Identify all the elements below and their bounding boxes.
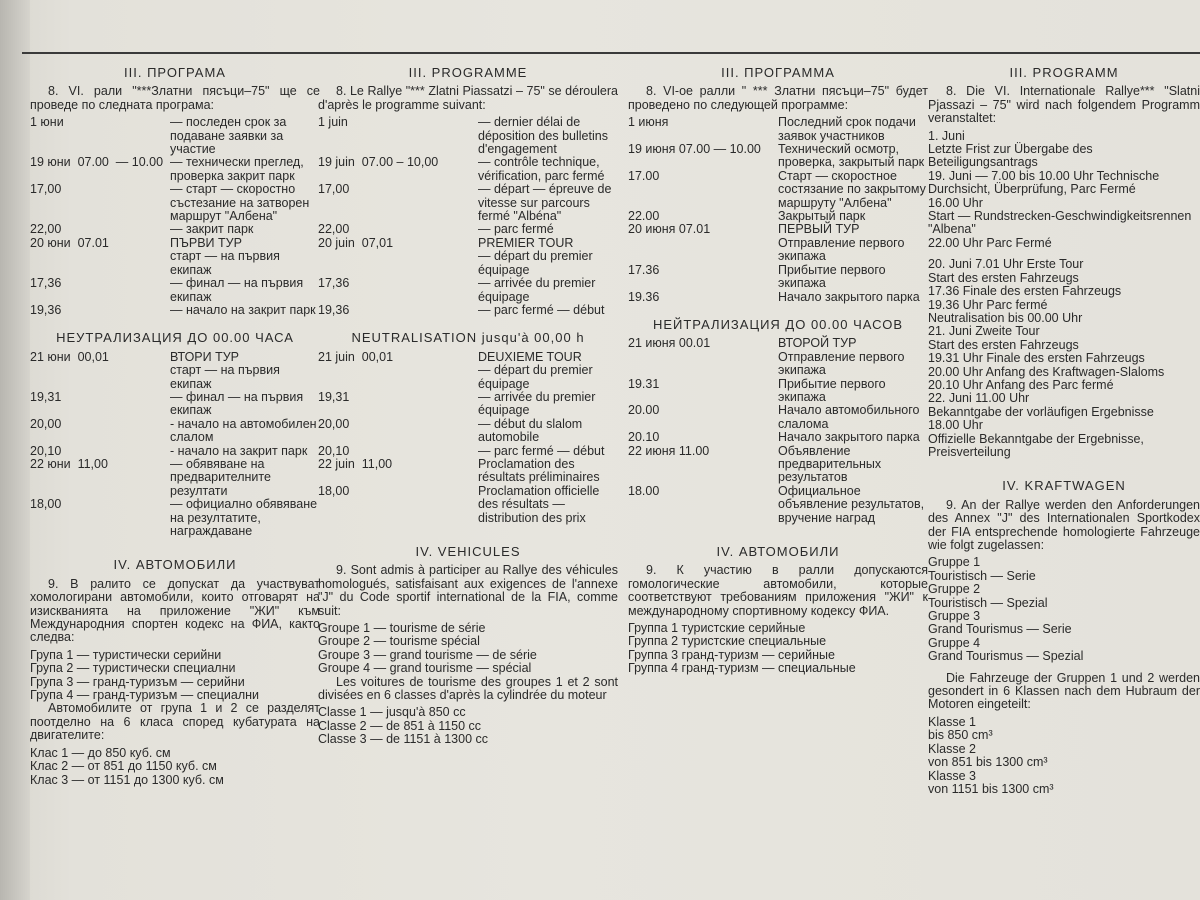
schedule-event: — официално обявяване на резултатите, награждаване: [170, 497, 318, 538]
classes-list: [928, 716, 1200, 796]
group-item: Группа 2 туристские специальные: [628, 634, 827, 649]
class-item: Classe 2 — de 851 à 1150 cc: [318, 718, 482, 733]
schedule-line: 20.10 Uhr Anfang des Parc fermé: [928, 377, 1114, 392]
schedule-time: 20 июня 07.01: [628, 222, 711, 237]
schedule-line: Offizielle Bekanntgabe der Ergebnisse, Preisverteilung: [928, 431, 1144, 459]
group-item: Группа 1 туристские серийные: [628, 621, 806, 636]
class-item: Classe 3 — de 1151 à 1300 cc: [318, 732, 489, 747]
section-heading-vehicles: IV. АВТОМОБИЛИ: [113, 557, 237, 573]
group-item: Група 3 — гранд-туризъм — серийни: [30, 674, 245, 689]
schedule-event: — parc fermé — début: [478, 443, 605, 458]
schedule-event: Начало закрытого парка: [778, 289, 920, 304]
groups-list: [928, 556, 1200, 663]
schedule-time: 17.36: [628, 262, 660, 277]
schedule-event: Объявление предварительных результатов: [778, 443, 882, 485]
schedule-line: 17.36 Finale des ersten Fahrzeugs: [928, 284, 1122, 299]
schedule-event: — обявяване на предварителните резултати: [170, 456, 271, 498]
schedule-row: [628, 378, 928, 405]
schedule-time: [30, 250, 170, 277]
schedule-event: Отправление первого экипажа: [778, 349, 905, 378]
schedule-row: [318, 183, 618, 223]
schedule-time: [318, 364, 478, 391]
schedule-event: Прибытие первого экипажа: [778, 262, 886, 291]
page-gutter: [0, 0, 30, 900]
schedule-row: [30, 223, 320, 236]
schedule-row: [30, 391, 320, 418]
schedule-row: [318, 418, 618, 445]
groups-list: [30, 649, 320, 703]
group-item: Touristisch — Spezial: [928, 595, 1048, 610]
group-item: Groupe 3 — grand tourisme — de série: [318, 647, 537, 662]
schedule-event: ВТОРОЙ ТУР: [778, 336, 857, 351]
schedule-time: 21 juin 00,01: [318, 349, 394, 364]
schedule-event: Старт — скоростное состязание по закрытому маршруту "Албена": [778, 168, 926, 210]
classes-paragraph: Les voitures de tourisme des groupes 1 et 2 sont divisées en 6 classes d'après la cylindrée du moteur: [318, 674, 618, 703]
section-heading: III. PROGRAMME: [408, 65, 528, 80]
schedule-time: 22 юни 11,00: [30, 456, 108, 471]
schedule-event: — dernier délai de déposition des bulletins d'engagement: [478, 115, 608, 157]
schedule-time: 22 juin 11,00: [318, 456, 393, 471]
section-heading: III. ПРОГРАММА: [721, 65, 835, 80]
schedule-time: 19.31: [628, 376, 660, 391]
schedule-event: — технически преглед, проверка закрит парк: [170, 155, 304, 183]
schedule-row: [628, 170, 928, 210]
class-item: bis 850 cm³: [928, 728, 993, 743]
group-item: Gruppe 1: [928, 555, 981, 570]
schedule-event: Официальное объявление результатов, вручение наград: [778, 483, 925, 525]
schedule-row: [628, 291, 928, 304]
schedule-event: - начало на автомобилен слалом: [170, 416, 317, 445]
section-heading-vehicles: IV. VEHICULES: [415, 544, 521, 559]
schedule-event: Технический осмотр, проверка, закрытый парк: [778, 142, 925, 170]
schedule-list-2: [318, 351, 618, 525]
schedule-row: [318, 277, 618, 304]
schedule-row: [628, 485, 928, 525]
group-item: Gruppe 4: [928, 635, 981, 650]
schedule-row: [318, 223, 618, 236]
schedule-event: — старт — скоростно състезание на затворен маршрут "Албена": [170, 182, 310, 224]
group-item: Groupe 4 — grand tourisme — spécial: [318, 661, 532, 676]
schedule-event: Закрытый парк: [778, 209, 866, 224]
classes-list: [30, 747, 320, 787]
schedule-list-2: [628, 337, 928, 525]
schedule-row: [30, 116, 320, 156]
group-item: Grand Tourismus — Spezial: [928, 649, 1084, 664]
schedule-row: [318, 250, 618, 277]
schedule-event: — parc fermé: [478, 222, 554, 237]
groups-list: [318, 622, 618, 676]
schedule-row: [30, 458, 320, 498]
schedule-row: [628, 337, 928, 350]
schedule-line: 22. Juni 11.00 Uhr: [928, 391, 1030, 406]
schedule-time: 19.36: [628, 289, 660, 304]
schedule-line: 21. Juni Zweite Tour: [928, 324, 1040, 339]
group-item: Grand Tourismus — Serie: [928, 622, 1072, 637]
neutralisation-heading: НЕУТРАЛИЗАЦИЯ ДО 00.00 ЧАСА: [56, 330, 294, 346]
schedule-time: 18,00: [30, 497, 62, 512]
schedule-time: 20 juin 07,01: [318, 235, 394, 250]
schedule-line: Letzte Frist zur Übergabe des Beteiligungsantrags: [928, 142, 1093, 170]
group-item: Gruppe 3: [928, 609, 981, 624]
schedule-list: [30, 116, 320, 317]
schedule-time: 17,36: [318, 276, 350, 291]
top-rule: [22, 52, 1200, 54]
schedule-event: — начало на закрит парк: [170, 302, 316, 317]
schedule-row: [30, 498, 320, 538]
schedule-time: 20,10: [318, 443, 350, 458]
schedule-line: Bekanntgabe der vorläufigen Ergebnisse: [928, 404, 1154, 419]
schedule-event: — финал — на първия екипаж: [170, 276, 304, 304]
schedule-event: — départ du premier équipage: [478, 363, 593, 391]
schedule-event: — contrôle technique, vérification, parc fermé: [478, 155, 605, 183]
schedule-row: [318, 458, 618, 485]
schedule-line: Start des ersten Fahrzeugs: [928, 337, 1079, 352]
section-heading-vehicles: IV. KRAFTWAGEN: [1002, 478, 1126, 494]
schedule-time: 19,36: [30, 302, 62, 317]
intro-paragraph: 8. VI-ое ралли " *** Златни пясъци–75" будет проведено по следующей программе:: [628, 84, 928, 112]
schedule-row: [628, 351, 928, 378]
schedule-time: 20,00: [30, 416, 62, 431]
groups-list: [628, 622, 928, 676]
schedule-row: [628, 431, 928, 444]
schedule-time: 18,00: [318, 483, 350, 498]
schedule-row: [628, 237, 928, 264]
schedule-time: [628, 351, 778, 378]
schedule-row: [318, 485, 618, 525]
schedule-time: 22.00: [628, 209, 660, 224]
schedule-time: 22,00: [30, 222, 62, 237]
section-heading-vehicles: IV. АВТОМОБИЛИ: [716, 544, 840, 559]
classes-paragraph: Die Fahrzeuge der Gruppen 1 und 2 werden gesondert in 6 Klassen nach dem Hubraum der Motoren eingeteilt:: [928, 670, 1200, 712]
schedule-line: 18.00 Uhr: [928, 418, 983, 433]
section-heading: III. ПРОГРАМА: [124, 65, 226, 80]
schedule-time: 18.00: [628, 483, 660, 498]
schedule-row: [318, 364, 618, 391]
schedule-row: [318, 351, 618, 364]
schedule-row: [318, 391, 618, 418]
schedule-event: — финал — на първия екипаж: [170, 389, 304, 418]
schedule-event: ВТОРИ ТУР: [170, 349, 240, 364]
schedule-time: 19 juin 07.00 – 10,00: [318, 155, 439, 170]
schedule-time: 20.00: [628, 403, 660, 418]
schedule-event: — последен срок за подаване заявки за участие: [170, 115, 287, 157]
schedule-list: [318, 116, 618, 317]
schedule-event: ПЕРВЫЙ ТУР: [778, 222, 860, 237]
schedule-line: 20.00 Uhr Anfang des Kraftwagen-Slaloms: [928, 364, 1165, 379]
schedule-event: — début du slalom automobile: [478, 416, 583, 445]
class-item: Клас 1 — до 850 куб. см: [30, 745, 171, 760]
intro-paragraph: 8. Le Rallye "*** Zlatni Piassatzi – 75" se déroulera d'après le programme suivant:: [318, 84, 618, 112]
intro-paragraph: 8. Die VI. Internationale Rallye*** "Slatni Pjassazi – 75" wird nach folgendem Programm veranstaltet:: [928, 84, 1200, 126]
neutralisation-heading: NEUTRALISATION jusqu'à 00,00 h: [351, 330, 585, 346]
schedule-line: 1. Juni: [928, 128, 965, 143]
schedule-row: [30, 304, 320, 317]
schedule-row: [30, 237, 320, 250]
schedule-time: 21 юни 00,01: [30, 349, 109, 364]
schedule-time: 20.10: [628, 430, 660, 445]
schedule-line: 19.36 Uhr Parc fermé: [928, 297, 1048, 312]
vehicles-paragraph: 9. К участию в ралли допускаются гомологические автомобили, которые соответствуют требованиям приложения "ЖИ" к международному спортивному кодексу ФИА.: [628, 563, 928, 618]
schedule-event: старт — на първия екипаж: [170, 363, 280, 391]
classes-paragraph: Автомобилите от група 1 и 2 се разделят поотделно на 6 класа според кубатурата на двигателите:: [30, 701, 320, 743]
group-item: Groupe 2 — tourisme spécial: [318, 634, 480, 649]
schedule-line: 16.00 Uhr: [928, 195, 983, 210]
schedule-time: 17,36: [30, 276, 62, 291]
schedule-time: 20 юни 07.01: [30, 235, 109, 250]
schedule-row: [318, 116, 618, 156]
section-heading: III. PROGRAMM: [1009, 65, 1119, 80]
schedule-event: — parc fermé — début: [478, 302, 605, 317]
schedule-row: [318, 156, 618, 183]
schedule-time: [628, 237, 778, 264]
schedule-event: Начало закрытого парка: [778, 430, 920, 445]
schedule-time: 1 июня: [628, 115, 669, 130]
schedule-row: [30, 445, 320, 458]
schedule-event: старт — на първия екипаж: [170, 249, 280, 277]
column-french: [318, 60, 618, 747]
column-bulgarian: [30, 60, 320, 787]
schedule-line: 20. Juni 7.01 Uhr Erste Tour: [928, 257, 1084, 272]
column-russian: [628, 60, 928, 676]
schedule-line: Neutralisation bis 00.00 Uhr: [928, 310, 1083, 325]
schedule-line: 19. Juni — 7.00 bis 10.00 Uhr Technische Durchsicht, Überprüfung, Parc Fermé: [928, 168, 1160, 197]
schedule-time: 20,00: [318, 416, 350, 431]
schedule-time: [318, 250, 478, 277]
schedule-time: 19,31: [318, 389, 350, 404]
schedule-row: [30, 277, 320, 304]
group-item: Groupe 1 — tourisme de série: [318, 621, 486, 636]
schedule-line: 22.00 Uhr Parc Fermé: [928, 235, 1052, 250]
class-item: Klasse 1: [928, 714, 976, 729]
class-item: von 851 bis 1300 cm³: [928, 755, 1048, 770]
class-item: Classe 1 — jusqu'à 850 cc: [318, 705, 466, 720]
schedule-line: Start — Rundstrecken-Geschwindigkeitsrennen "Albena": [928, 209, 1192, 237]
schedule-event: Proclamation des résultats préliminaires: [478, 456, 600, 485]
schedule-row: [318, 445, 618, 458]
group-item: Група 2 — туристически специални: [30, 661, 236, 676]
group-item: Группа 4 гранд-туризм — специальные: [628, 661, 856, 676]
schedule-row: [30, 364, 320, 391]
class-item: Klasse 2: [928, 741, 976, 756]
schedule-time: 20,10: [30, 443, 62, 458]
schedule-time: 19 июня 07.00 — 10.00: [628, 142, 761, 157]
class-item: Клас 3 — от 1151 до 1300 куб. см: [30, 772, 224, 787]
group-item: Група 1 — туристически серийни: [30, 647, 222, 662]
schedule-line: Start des ersten Fahrzeugs: [928, 270, 1079, 285]
intro-paragraph: 8. VI. рали "***Златни пясъци–75" ще се проведе по следната програма:: [30, 84, 320, 112]
schedule-time: 19,31: [30, 389, 62, 404]
group-item: Touristisch — Serie: [928, 568, 1036, 583]
schedule-list: [928, 130, 1200, 460]
schedule-time: 19 юни 07.00 — 10.00: [30, 155, 164, 170]
schedule-time: 21 июня 00.01: [628, 336, 711, 351]
group-item: Gruppe 2: [928, 582, 981, 597]
group-item: Група 4 — гранд-туризъм — специални: [30, 688, 260, 703]
schedule-row: [628, 404, 928, 431]
schedule-time: 22 июня 11.00: [628, 443, 710, 458]
neutralisation-heading: НЕЙТРАЛИЗАЦИЯ ДО 00.00 ЧАСОВ: [652, 316, 904, 332]
vehicles-paragraph: 9. В ралито се допускат да участвуват хомологирани автомобили, които отговарят на изискванията на приложение "ЖИ" към Международния спортен кодекс на ФИА, както следва:: [30, 576, 320, 645]
schedule-event: — arrivée du premier équipage: [478, 389, 596, 418]
schedule-row: [628, 116, 928, 143]
class-item: Клас 2 — от 851 до 1150 куб. см: [30, 759, 217, 774]
schedule-time: 17,00: [318, 182, 350, 197]
schedule-list-2: [30, 351, 320, 539]
schedule-list: [628, 116, 928, 304]
schedule-row: [30, 351, 320, 364]
schedule-time: 19,36: [318, 302, 350, 317]
vehicles-paragraph: 9. Sont admis à participer au Rallye des véhicules homologués, satisfaisant aux exigences de l'annexe "J" du Code sportif international de la FIA, comme suit:: [318, 563, 618, 618]
schedule-time: 22,00: [318, 222, 350, 237]
vehicles-paragraph: 9. An der Rallye werden den Anforderungen des Annex "J" des Internationalen Sportkodex der FIA entsprechende homologierte Fahrzeuge wie folgt zugelassen:: [928, 497, 1200, 552]
schedule-time: [30, 364, 170, 391]
classes-list: [318, 706, 618, 746]
schedule-event: - начало на закрит парк: [170, 443, 308, 458]
schedule-event: — arrivée du premier équipage: [478, 276, 596, 304]
schedule-event: — закрит парк: [170, 222, 254, 237]
schedule-row: [628, 264, 928, 291]
schedule-time: 17,00: [30, 182, 62, 197]
schedule-row: [30, 183, 320, 223]
schedule-row: [628, 143, 928, 170]
schedule-event: Последний срок подачи заявок участников: [778, 115, 916, 143]
schedule-event: Proclamation officielle des résultats — distribution des prix: [478, 483, 600, 525]
schedule-event: PREMIER TOUR: [478, 235, 574, 250]
schedule-line: 19.31 Uhr Finale des ersten Fahrzeugs: [928, 351, 1145, 366]
class-item: Klasse 3: [928, 768, 976, 783]
class-item: von 1151 bis 1300 cm³: [928, 781, 1054, 796]
schedule-row: [318, 237, 618, 250]
schedule-event: Отправление первого экипажа: [778, 235, 905, 264]
schedule-event: — départ du premier équipage: [478, 249, 593, 277]
group-item: Группа 3 гранд-туризм — серийные: [628, 647, 835, 662]
schedule-row: [628, 445, 928, 485]
schedule-row: [318, 304, 618, 317]
schedule-row: [30, 250, 320, 277]
schedule-time: 1 juin: [318, 115, 348, 130]
schedule-time: 1 юни: [30, 115, 64, 130]
schedule-row: [30, 156, 320, 183]
schedule-row: [628, 223, 928, 236]
schedule-event: ПЪРВИ ТУР: [170, 235, 242, 250]
schedule-time: 17.00: [628, 168, 660, 183]
schedule-event: Прибытие первого экипажа: [778, 376, 886, 404]
schedule-event: DEUXIEME TOUR: [478, 349, 582, 364]
column-german: [928, 60, 1200, 796]
schedule-row: [30, 418, 320, 445]
schedule-event: Начало автомобильного слалома: [778, 403, 920, 431]
schedule-event: — départ — épreuve de vitesse sur parcours fermé "Albéna": [478, 182, 612, 224]
